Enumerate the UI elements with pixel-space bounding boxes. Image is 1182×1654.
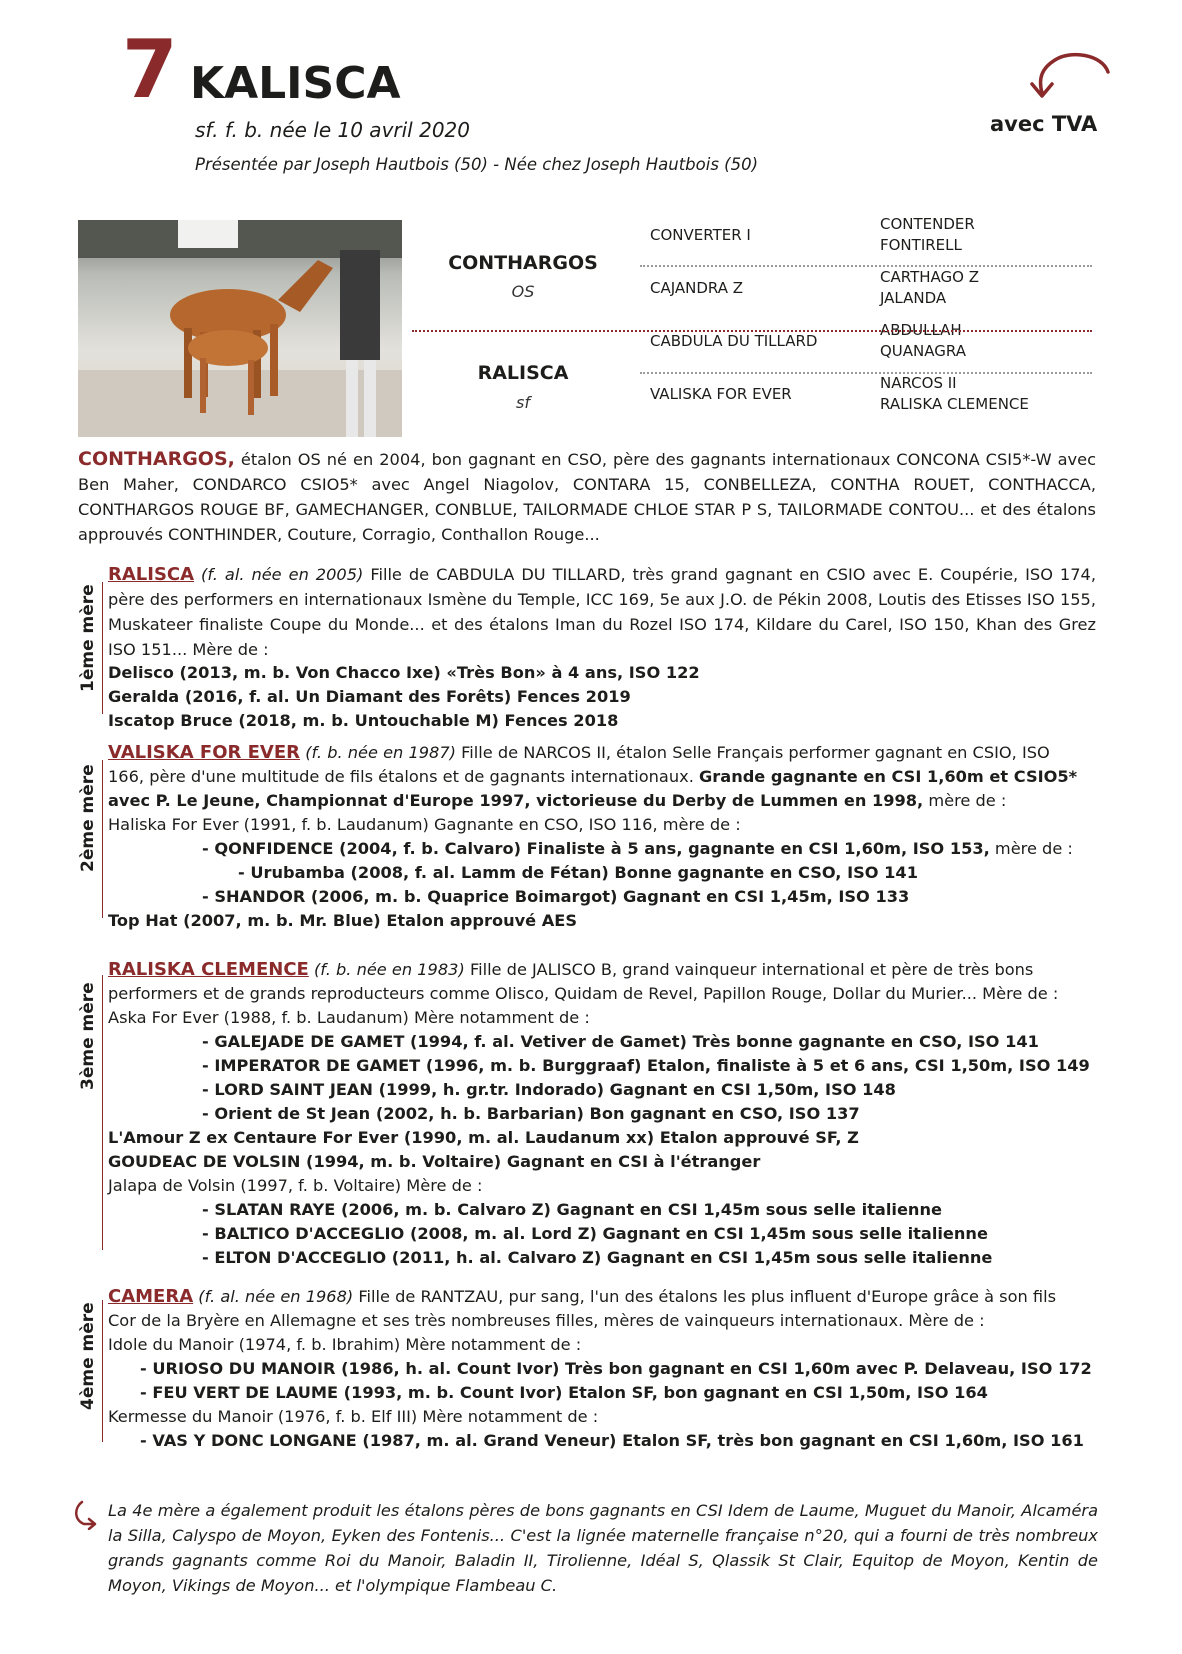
pedigree-great-grandparent: NARCOS II	[880, 374, 957, 392]
offspring-line: - LORD SAINT JEAN (1999, h. gr.tr. Indorado) Gagnant en CSI 1,50m, ISO 148	[202, 1080, 896, 1099]
maternal-line-note: La 4e mère a également produit les étalons pères de bons gagnants en CSI Idem de Laume, Muguet du Manoir, Alcaméra la Silla, Calyspo de Moyon, Eyken des Fontenis... C'est la lignée maternelle française n°20, qui a fourni de très nombreux grands gagnants comme Roi du Manoir, Baladin II, Tirolienne, Idéal S, Qlassik St Clair, Equitop de Moyon, Kentin de Moyon, Vikings de Moyon... et l'olympique Flambeau C.	[108, 1501, 1098, 1595]
mere4-body1: Fille de RANTZAU, pur sang, l'un des étalons les plus influent d'Europe grâce à son fils	[358, 1287, 1057, 1306]
mere-label: 2ème mère	[78, 764, 98, 872]
section-bar	[102, 760, 103, 918]
mere2-body3: mère de :	[928, 791, 1007, 810]
pedigree-great-grandparent: FONTIRELL	[880, 236, 962, 254]
tva-label: avec TVA	[990, 112, 1098, 136]
mere2-body1: Fille de NARCOS II, étalon Selle Français performer gagnant en CSIO, ISO	[461, 743, 1050, 762]
lot-number: 7	[122, 23, 176, 116]
mere2-line6: - Urubamba (2008, f. al. Lamm de Fétan) Bonne gagnante en CSO, ISO 141	[238, 863, 918, 882]
pedigree-grandparent: VALISKA FOR EVER	[650, 385, 792, 403]
offspring-line: GOUDEAC DE VOLSIN (1994, m. b. Voltaire) Gagnant en CSI à l'étranger	[108, 1152, 761, 1171]
pedigree-grandparent: CONVERTER I	[650, 226, 751, 244]
offspring-line: - Orient de St Jean (2002, h. b. Barbarian) Bon gagnant en CSO, ISO 137	[202, 1104, 860, 1123]
pedigree-grandparent: CABDULA DU TILLARD	[650, 332, 818, 350]
mere1-name: RALISCA	[108, 564, 195, 585]
mere2-name: VALISKA FOR EVER	[108, 742, 301, 763]
horse-name: KALISCA	[190, 58, 401, 109]
pedigree-sire-breed: OS	[511, 282, 535, 301]
offspring-line: - IMPERATOR DE GAMET (1996, m. b. Burggraaf) Etalon, finaliste à 5 et 6 ans, CSI 1,50m, ISO 149	[202, 1056, 1090, 1075]
mere2-body2: 166, père d'une multitude de fils étalons et de gagnants internationaux.	[108, 767, 694, 786]
mere2-line7: - SHANDOR (2006, m. b. Quaprice Boimargot) Gagnant en CSI 1,45m, ISO 133	[202, 887, 910, 906]
offspring-line: - BALTICO D'ACCEGLIO (2008, m. al. Lord Z) Gagnant en CSI 1,45m sous selle italienne	[202, 1224, 988, 1243]
pedigree-sire: CONTHARGOS	[448, 252, 598, 274]
mere3-line1	[108, 957, 1033, 982]
mere-label: 3ème mère	[78, 982, 98, 1090]
mere2-bold2: Grande gagnante en CSI 1,60m et CSIO5*	[699, 767, 1078, 786]
mere4-info: (f. al. née en 1968)	[198, 1287, 354, 1306]
mere3-line3: Aska For Ever (1988, f. b. Laudanum) Mère notamment de :	[108, 1008, 590, 1027]
offspring-line: - ELTON D'ACCEGLIO (2011, h. al. Calvaro Z) Gagnant en CSI 1,45m sous selle italienne	[202, 1248, 993, 1267]
pedigree-great-grandparent: RALISKA CLEMENCE	[880, 395, 1029, 413]
mere2-line5-rest: mère de :	[994, 839, 1073, 858]
pedigree-great-grandparent: CONTENDER	[880, 215, 975, 233]
mere2-line2	[108, 764, 1077, 789]
mere2-info: (f. b. née en 1987)	[305, 743, 456, 762]
section-bar	[102, 1300, 103, 1442]
pedigree-divider	[640, 372, 1092, 374]
mere4-line3: Idole du Manoir (1974, f. b. Ibrahim) Mère notamment de :	[108, 1335, 582, 1354]
sire-name: CONTHARGOS,	[78, 448, 235, 470]
mere4-line1	[108, 1284, 1056, 1309]
mere4-kermesse: Kermesse du Manoir (1976, f. b. Elf III) Mère notamment de :	[108, 1407, 599, 1426]
offspring-line: Delisco (2013, m. b. Von Chacco Ixe) «Très Bon» à 4 ans, ISO 122	[108, 663, 700, 682]
mere1-body: Fille de CABDULA DU TILLARD, très grand gagnant en CSIO avec E. Coupérie, ISO 174, père des performers en internationaux Ismène du Temple, ICC 169, 5e aux J.O. de Pékin 2008, Loutis des Etisses ISO 155, Muskateer finaliste Coupe du Monde... et des étalons Iman du Rozel ISO 174, Kildare du Carel, ISO 150, Khan des Grez ISO 151... Mère de :	[108, 565, 1096, 659]
mere3-body1: Fille de JALISCO B, grand vainqueur international et père de très bons	[469, 960, 1034, 979]
pedigree-great-grandparent: ABDULLAH	[880, 321, 962, 339]
mere3-info: (f. b. née en 1983)	[313, 960, 465, 979]
mere3-name: RALISKA CLEMENCE	[108, 959, 309, 980]
section-bar	[102, 582, 103, 714]
pedigree-great-grandparent: CARTHAGO Z	[880, 268, 979, 286]
mere2-line5-bold: - QONFIDENCE (2004, f. b. Calvaro) Finaliste à 5 ans, gagnante en CSI 1,60m, ISO 153,	[202, 839, 990, 858]
sire-body: étalon OS né en 2004, bon gagnant en CSO, père des gagnants internationaux CONCONA CSI5*-W avec Ben Maher, CONDARCO CSIO5* avec Angel Niagolov, CONTARA 15, CONBELLEZA, CONTHA ROUET, CONTHACCA, CONTHARGOS ROUGE BF, GAMECHANGER, CONBLUE, TAILORMADE CHLOE STAR P S, TAILORMADE CONTOU... et des étalons approuvés CONTHINDER, Couture, Corragio, Conthallon Rouge...	[78, 450, 1096, 544]
section-bar	[102, 975, 103, 1250]
mere2-line4: Haliska For Ever (1991, f. b. Laudanum) Gagnante en CSO, ISO 116, mère de :	[108, 815, 741, 834]
pedigree-main-divider	[412, 330, 1092, 332]
offspring-line: - SLATAN RAYE (2006, m. b. Calvaro Z) Gagnant en CSI 1,45m sous selle italienne	[202, 1200, 942, 1219]
offspring-line: Geralda (2016, f. al. Un Diamant des Forêts) Fences 2019	[108, 687, 631, 706]
pedigree-dam-breed: sf	[516, 393, 530, 412]
curved-arrow-icon	[1030, 48, 1115, 108]
curved-arrow-icon	[70, 1500, 100, 1530]
offspring-line: - URIOSO DU MANOIR (1986, h. al. Count Ivor) Très bon gagnant en CSI 1,60m avec P. Delaveau, ISO 172	[140, 1359, 1092, 1378]
mere4-line2: Cor de la Bryère en Allemagne et ses très nombreuses filles, mères de vainqueurs internationaux. Mère de :	[108, 1311, 985, 1330]
offspring-line: - FEU VERT DE LAUME (1993, m. b. Count Ivor) Etalon SF, bon gagnant en CSI 1,50m, ISO 164	[140, 1383, 988, 1402]
mere3-jalapa: Jalapa de Volsin (1997, f. b. Voltaire) Mère de :	[108, 1176, 483, 1195]
mere1-info: (f. al. née en 2005)	[201, 565, 364, 584]
offspring-line: L'Amour Z ex Centaure For Ever (1990, m. al. Laudanum xx) Etalon approuvé SF, Z	[108, 1128, 859, 1147]
horse-subtitle: sf. f. b. née le 10 avril 2020	[195, 118, 470, 142]
mere-label: 1ème mère	[78, 584, 98, 692]
offspring-line: Iscatop Bruce (2018, m. b. Untouchable M) Fences 2018	[108, 711, 619, 730]
mere4-name: CAMERA	[108, 1286, 194, 1307]
mere2-bold3: avec P. Le Jeune, Championnat d'Europe 1997, victorieuse du Derby de Lummen en 1998,	[108, 791, 924, 810]
mere2-line1	[108, 740, 1050, 765]
sire-description	[78, 447, 1096, 547]
offspring-line: - GALEJADE DE GAMET (1994, f. al. Vetiver de Gamet) Très bonne gagnante en CSO, ISO 141	[202, 1032, 1039, 1051]
mere2-line3	[108, 788, 1006, 813]
mere2-line8: Top Hat (2007, m. b. Mr. Blue) Etalon approuvé AES	[108, 911, 578, 930]
pedigree-divider	[640, 265, 1092, 267]
pedigree-great-grandparent: QUANAGRA	[880, 342, 966, 360]
offspring-line: - VAS Y DONC LONGANE (1987, m. al. Grand Veneur) Etalon SF, très bon gagnant en CSI 1,60m, ISO 161	[140, 1431, 1084, 1450]
pedigree-great-grandparent: JALANDA	[880, 289, 947, 307]
mere2-line5	[202, 836, 1073, 861]
horse-photo	[78, 220, 402, 437]
mere3-line2: performers et de grands reproducteurs comme Olisco, Quidam de Revel, Papillon Rouge, Dollar du Murier... Mère de :	[108, 984, 1059, 1003]
mere-label: 4ème mère	[78, 1302, 98, 1410]
pedigree-dam: RALISCA	[477, 362, 569, 384]
pedigree-grandparent: CAJANDRA Z	[650, 279, 744, 297]
presenter-line: Présentée par Joseph Hautbois (50) - Née chez Joseph Hautbois (50)	[195, 155, 759, 174]
mere1-description	[108, 562, 1096, 662]
